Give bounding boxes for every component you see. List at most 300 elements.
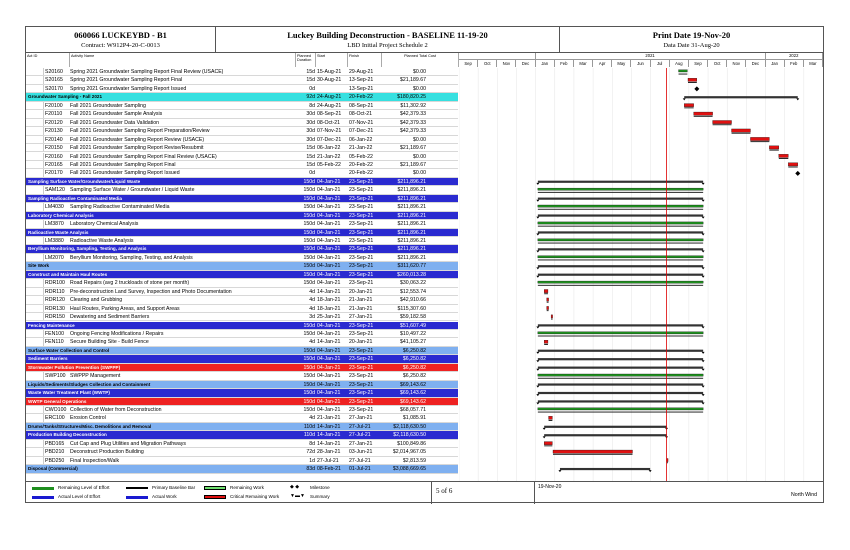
- row-gutter: [26, 414, 44, 422]
- row-gutter: [26, 296, 44, 304]
- row-gutter: [26, 237, 44, 245]
- row-gutter: [26, 305, 44, 313]
- finish-date: 23-Sep-21: [349, 330, 374, 337]
- activity-name: Collection of Water from Deconstruction: [70, 407, 162, 413]
- critical-bar: [549, 416, 553, 419]
- planned-cost: $211,896.21: [397, 212, 426, 219]
- start-date: 08-Feb-21: [317, 466, 341, 473]
- start-date: 04-Jan-21: [317, 280, 341, 287]
- wbs-band-row[interactable]: [26, 271, 458, 279]
- planned-duration: 15d: [306, 153, 315, 160]
- activity-name: SWPPP Management: [70, 373, 121, 380]
- start-date: 25-Jan-21: [317, 314, 341, 321]
- planned-cost: $0.00: [413, 153, 426, 160]
- summary-end-marker: [702, 200, 705, 202]
- baseline-bar: [544, 445, 552, 446]
- finish-date: 23-Sep-21: [349, 187, 374, 194]
- baseline-bar: [538, 192, 703, 193]
- baseline-bar: [547, 310, 549, 311]
- planned-cost: $0.00: [413, 136, 426, 143]
- planned-cost: $115,307.60: [397, 305, 426, 312]
- baseline-bar: [713, 124, 732, 125]
- activity-row[interactable]: [26, 186, 458, 194]
- start-date: 04-Jan-21: [317, 381, 341, 388]
- planned-cost: $42,379.33: [400, 111, 426, 118]
- activity-row[interactable]: [26, 136, 458, 144]
- wbs-band-row[interactable]: [26, 262, 458, 270]
- baseline-bar: [750, 141, 769, 142]
- planned-duration: 15d: [306, 69, 315, 75]
- finish-date: 23-Sep-21: [349, 322, 374, 329]
- activity-name: Spring 2021 Groundwater Sampling Report Final Review (USACE): [70, 69, 224, 75]
- loe-bar: [538, 281, 703, 283]
- wbs-band-row[interactable]: [26, 364, 458, 372]
- summary-end-marker: [536, 360, 539, 362]
- wbs-band-row[interactable]: [26, 423, 458, 431]
- legend-summary: Summary: [310, 494, 330, 499]
- planned-duration: 4d: [309, 339, 315, 346]
- month-header: Nov: [727, 59, 746, 67]
- finish-date: 23-Sep-21: [349, 238, 374, 244]
- activity-row[interactable]: [26, 161, 458, 169]
- summary-end-marker: [702, 352, 705, 354]
- col-header-cost[interactable]: Planned Total Cost: [382, 53, 459, 67]
- planned-duration: 150d: [303, 263, 315, 270]
- activity-name: Construct and Maintain Haul Routes: [28, 271, 108, 277]
- month-header: Oct: [708, 59, 727, 67]
- start-date: 21-Jan-22: [317, 153, 341, 160]
- row-gutter: [26, 102, 44, 110]
- planned-duration: 0d: [309, 170, 315, 177]
- start-date: 14-Jan-21: [317, 440, 341, 447]
- planned-duration: 150d: [303, 347, 315, 354]
- planned-duration: 30d: [306, 128, 315, 135]
- finish-date: 27-Jul-21: [349, 457, 371, 464]
- wbs-band-row[interactable]: [26, 355, 458, 363]
- summary-end-marker: [649, 470, 652, 472]
- remaining-work-swatch: [204, 486, 226, 490]
- finish-date: 23-Sep-21: [349, 373, 374, 380]
- activity-name: Fall 2021 Groundwater Sample Analysis: [70, 111, 163, 118]
- activity-row[interactable]: [26, 305, 458, 313]
- summary-end-marker: [702, 360, 705, 362]
- planned-cost: $68,057.71: [400, 407, 426, 413]
- activity-row[interactable]: [26, 144, 458, 152]
- planned-cost: $6,250.82: [402, 373, 426, 380]
- activity-name: Secure Building Site - Build Fence: [70, 339, 149, 346]
- baseline-bar: [551, 319, 553, 320]
- summary-bar: [538, 400, 703, 402]
- planned-cost: $2,813.59: [402, 457, 426, 464]
- summary-end-marker: [702, 217, 705, 219]
- planned-duration: 150d: [303, 271, 315, 278]
- planned-cost: $42,910.66: [400, 297, 426, 304]
- start-date: 05-Feb-22: [317, 161, 341, 168]
- start-date: 07-Dec-21: [317, 136, 342, 143]
- planned-duration: 4d: [309, 297, 315, 304]
- gantt-bars: [459, 53, 823, 481]
- col-header-id[interactable]: Act ID: [26, 53, 70, 67]
- activity-id: F20130: [45, 128, 63, 135]
- baseline-bar: [538, 243, 703, 244]
- activity-name: Sampling Surface Water / Groundwater / Liquid Waste: [70, 187, 195, 194]
- baseline-bar: [538, 260, 703, 261]
- activity-name: Ongoing Fencing Modifications / Repairs: [70, 330, 164, 337]
- critical-bar: [544, 442, 552, 445]
- col-header-name[interactable]: Activity Name: [70, 53, 296, 67]
- summary-end-marker: [702, 250, 705, 252]
- loe-bar: [538, 205, 703, 207]
- planned-duration: 150d: [303, 195, 315, 202]
- summary-bar: [538, 358, 703, 360]
- summary-end-marker: [536, 217, 539, 219]
- actual-work-swatch: [126, 496, 148, 499]
- activity-id: SAM120: [45, 187, 65, 194]
- finish-date: 23-Sep-21: [349, 204, 374, 211]
- activity-row[interactable]: [26, 372, 458, 380]
- start-date: 04-Jan-21: [317, 390, 341, 397]
- company-name: North Wind: [791, 492, 817, 498]
- row-gutter: [26, 186, 44, 194]
- legend-remaining-loe: Remaining Level of Effort: [58, 485, 110, 490]
- activity-name: Spring 2021 Groundwater Sampling Report Issued: [70, 85, 187, 92]
- activity-row[interactable]: [26, 68, 458, 76]
- schedule-subtitle: LBD Initial Project Schedule 2: [347, 42, 428, 49]
- col-header-duration[interactable]: Planned Duration: [296, 53, 316, 67]
- planned-duration: 30d: [306, 136, 315, 143]
- planned-cost: $211,896.21: [397, 238, 426, 244]
- activity-row[interactable]: [26, 313, 458, 321]
- start-date: 07-Nov-21: [317, 128, 342, 135]
- planned-cost: $211,896.21: [397, 195, 426, 202]
- planned-cost: $100,849.86: [397, 440, 426, 447]
- summary-bar: [538, 274, 703, 276]
- finish-date: 23-Sep-21: [349, 407, 374, 413]
- gantt-chart: [459, 53, 823, 481]
- activity-row[interactable]: [26, 153, 458, 161]
- planned-duration: 4d: [309, 415, 315, 422]
- activity-row[interactable]: [26, 110, 458, 118]
- planned-duration: 8d: [309, 102, 315, 109]
- wbs-band-row[interactable]: [26, 431, 458, 439]
- start-date: 04-Jan-21: [317, 195, 341, 202]
- planned-duration: 150d: [303, 356, 315, 363]
- activity-id: CWO100: [45, 407, 67, 413]
- summary-end-marker: [536, 276, 539, 278]
- summary-end-marker: [543, 428, 546, 430]
- start-date: 04-Jan-21: [317, 187, 341, 194]
- wbs-band-row[interactable]: [26, 322, 458, 330]
- print-date: Print Date 19-Nov-20: [652, 30, 731, 40]
- loe-bar: [538, 256, 703, 258]
- month-header: Jun: [631, 59, 650, 67]
- row-gutter: [26, 68, 44, 76]
- planned-duration: 0d: [309, 85, 315, 92]
- finish-date: 23-Sep-21: [349, 263, 374, 270]
- col-header-finish[interactable]: Finish: [348, 53, 382, 67]
- finish-date: 23-Sep-21: [349, 398, 374, 405]
- activity-name: Spring 2021 Groundwater Sampling Report Final: [70, 77, 183, 84]
- activity-row[interactable]: [26, 237, 458, 245]
- planned-duration: 150d: [303, 221, 315, 228]
- activity-id: SWP100: [45, 373, 66, 380]
- planned-duration: 150d: [303, 238, 315, 244]
- activity-name: Final Inspection/Walk: [70, 457, 120, 464]
- finish-date: 23-Sep-21: [349, 356, 374, 363]
- project-id: 060066 LUCKEYBD - B1: [74, 30, 167, 40]
- baseline-bar: [544, 293, 548, 294]
- activity-row[interactable]: [26, 76, 458, 84]
- finish-date: 21-Jan-21: [349, 305, 373, 312]
- page-number: 5 of 6: [436, 487, 453, 495]
- activity-row[interactable]: [26, 288, 458, 296]
- activity-id: RDR150: [45, 314, 65, 321]
- start-date: 08-Sep-21: [317, 111, 342, 118]
- summary-bar: [538, 248, 703, 250]
- planned-duration: 30d: [306, 119, 315, 126]
- row-gutter: [26, 169, 44, 177]
- planned-duration: 72d: [306, 449, 315, 456]
- start-date: 24-Aug-21: [317, 94, 342, 101]
- finish-date: 03-Jun-21: [349, 449, 373, 456]
- activity-name: Deconstruct Production Building: [70, 449, 144, 456]
- planned-duration: 110d: [303, 423, 315, 430]
- actual-loe-swatch: [32, 496, 54, 499]
- activity-row[interactable]: [26, 448, 458, 456]
- planned-duration: 92d: [306, 94, 315, 101]
- summary-bar: [538, 181, 703, 183]
- activity-name: Liquids/Sediments/Sludges Collection and Containment: [28, 381, 151, 387]
- planned-cost: $180,820.25: [397, 94, 426, 101]
- activity-name: Sampling Radioactive Contaminated Media: [28, 195, 122, 201]
- activity-name: Fall 2021 Groundwater Data Validation: [70, 119, 160, 126]
- month-header: Jan: [766, 59, 785, 67]
- planned-cost: $211,896.21: [397, 229, 426, 236]
- activity-name: WWTP General Operations: [28, 398, 87, 404]
- summary-end-marker: [536, 234, 539, 236]
- planned-cost: $2,118,630.50: [393, 432, 426, 439]
- activity-name: Stormwater Pollution Prevention (SWPPP): [28, 364, 121, 370]
- start-date: 14-Jan-21: [317, 423, 341, 430]
- activity-row[interactable]: [26, 85, 458, 93]
- activity-row[interactable]: [26, 119, 458, 127]
- planned-duration: 4d: [309, 288, 315, 295]
- summary-bar: [538, 265, 703, 267]
- activity-id: S20165: [45, 77, 63, 84]
- baseline-bar: [538, 226, 703, 227]
- activity-name: Beryllium Monitoring, Sampling, Testing, and Analysis: [70, 254, 193, 261]
- wbs-band-row[interactable]: [26, 195, 458, 203]
- baseline-bar: [553, 454, 632, 455]
- row-gutter: [26, 85, 44, 93]
- summary-end-marker: [558, 470, 561, 472]
- activity-name: Erosion Control: [70, 415, 106, 422]
- month-header: Feb: [555, 59, 574, 67]
- wbs-band-row[interactable]: [26, 212, 458, 220]
- milestone-icon: ◆ ◆: [290, 484, 300, 490]
- wbs-band-row[interactable]: [26, 465, 458, 473]
- activity-row[interactable]: [26, 296, 458, 304]
- critical-bar: [788, 163, 797, 166]
- critical-bar: [688, 78, 697, 81]
- activity-name: Fall 2021 Groundwater Sampling Report Final Review (USACE): [70, 153, 217, 160]
- finish-date: 01-Jul-21: [349, 466, 371, 473]
- finish-date: 06-Jan-22: [349, 136, 373, 143]
- activity-name: Radioactive Waste Analysis: [28, 229, 89, 235]
- row-gutter: [26, 153, 44, 161]
- baseline-bar: [779, 158, 788, 159]
- finish-date: 13-Sep-21: [349, 77, 374, 84]
- activity-id: LM2070: [45, 254, 64, 261]
- finish-date: 23-Sep-21: [349, 381, 374, 388]
- col-header-start[interactable]: Start: [316, 53, 348, 67]
- activity-row[interactable]: [26, 279, 458, 287]
- legend-remaining-work: Remaining Work: [230, 485, 264, 490]
- loe-bar: [538, 188, 703, 190]
- finish-date: 27-Jul-21: [349, 432, 371, 439]
- activity-row[interactable]: [26, 220, 458, 228]
- month-header: Nov: [497, 59, 516, 67]
- start-date: 04-Jan-21: [317, 398, 341, 405]
- baseline-swatch: [126, 487, 148, 489]
- activity-name: Sediment Barriers: [28, 356, 68, 362]
- activity-id: LM3870: [45, 221, 64, 228]
- finish-date: 23-Sep-21: [349, 195, 374, 202]
- finish-date: 20-Feb-22: [349, 170, 373, 177]
- planned-duration: 150d: [303, 390, 315, 397]
- activity-id: LM4030: [45, 204, 64, 211]
- legend-baseline: Primary Baseline Bar: [152, 485, 196, 490]
- finish-date: 21-Jan-21: [349, 297, 373, 304]
- planned-cost: $0.00: [413, 69, 426, 75]
- row-gutter: [26, 330, 44, 338]
- finish-date: 23-Sep-21: [349, 212, 374, 219]
- activity-row[interactable]: [26, 203, 458, 211]
- wbs-band-row[interactable]: [26, 398, 458, 406]
- finish-date: 20-Feb-22: [349, 94, 373, 101]
- critical-bar: [547, 306, 549, 309]
- activity-name: Pre-deconstruction Land Survey, Inspection and Photo Documentation: [70, 288, 232, 295]
- finish-date: 13-Sep-21: [349, 85, 374, 92]
- summary-bar: [544, 426, 666, 428]
- activity-name: Fall 2021 Groundwater Sampling Report Final: [70, 161, 176, 168]
- critical-bar: [713, 121, 732, 124]
- start-date: 04-Jan-21: [317, 238, 341, 244]
- row-gutter: [26, 279, 44, 287]
- start-date: 04-Jan-21: [317, 330, 341, 337]
- start-date: 04-Jan-21: [317, 271, 341, 278]
- row-gutter: [26, 372, 44, 380]
- summary-bar: [538, 367, 703, 369]
- summary-end-marker: [702, 267, 705, 269]
- activity-row[interactable]: [26, 169, 458, 177]
- activity-row[interactable]: [26, 457, 458, 465]
- wbs-band-row[interactable]: [26, 381, 458, 389]
- wbs-band-row[interactable]: [26, 389, 458, 397]
- finish-date: 23-Sep-21: [349, 364, 374, 371]
- critical-bar: [769, 146, 778, 149]
- finish-date: 21-Jan-22: [349, 145, 373, 152]
- wbs-band-row[interactable]: [26, 178, 458, 186]
- summary-end-marker: [536, 394, 539, 396]
- month-header: Dec: [516, 59, 535, 67]
- baseline-bar: [538, 412, 703, 413]
- row-gutter: [26, 448, 44, 456]
- planned-duration: 15d: [306, 161, 315, 168]
- finish-date: 23-Sep-21: [349, 178, 374, 185]
- activity-name: Haul Routes, Parking Areas, and Support Areas: [70, 305, 180, 312]
- activity-name: Dewatering and Sediment Barriers: [70, 314, 150, 321]
- critical-bar: [553, 450, 632, 453]
- critical-bar: [732, 129, 751, 132]
- year-header: 2022: [766, 53, 823, 59]
- planned-cost: $211,896.21: [397, 246, 426, 253]
- summary-end-marker: [536, 403, 539, 405]
- activity-name: Clearing and Grubbing: [70, 297, 123, 304]
- start-date: 04-Jan-21: [317, 263, 341, 270]
- start-date: 24-Aug-21: [317, 102, 342, 109]
- activity-row[interactable]: [26, 254, 458, 262]
- wbs-band-row[interactable]: [26, 347, 458, 355]
- baseline-bar: [538, 378, 703, 379]
- critical-bar: [684, 104, 693, 107]
- start-date: 28-Jan-21: [317, 449, 341, 456]
- activity-name: Fall 2021 Groundwater Sampling Report Revise/Resubmit: [70, 145, 204, 152]
- baseline-bar: [538, 285, 703, 286]
- start-date: 30-Aug-21: [317, 77, 342, 84]
- activity-row[interactable]: [26, 440, 458, 448]
- activity-id: RDR110: [45, 288, 65, 295]
- legend-footer: [26, 481, 823, 503]
- header-left: [26, 27, 216, 52]
- activity-row[interactable]: [26, 338, 458, 346]
- activity-row[interactable]: [26, 127, 458, 135]
- planned-duration: 150d: [303, 373, 315, 380]
- month-header: Mar: [574, 59, 593, 67]
- critical-swatch: [204, 495, 226, 499]
- activity-row[interactable]: [26, 330, 458, 338]
- row-gutter: [26, 127, 44, 135]
- activity-row[interactable]: [26, 102, 458, 110]
- activity-row[interactable]: [26, 414, 458, 422]
- planned-cost: $69,143.62: [400, 390, 426, 397]
- finish-date: 27-Jan-21: [349, 314, 373, 321]
- activity-name: Cut Cap and Plug Utilities and Migration Pathways: [70, 440, 186, 447]
- planned-cost: $0.00: [413, 170, 426, 177]
- start-date: 04-Jan-21: [317, 407, 341, 413]
- activity-name: Fall 2021 Groundwater Sampling: [70, 102, 146, 109]
- wbs-band-row[interactable]: [26, 93, 458, 101]
- row-gutter: [26, 288, 44, 296]
- baseline-bar: [549, 420, 553, 421]
- planned-cost: $21,189.67: [400, 161, 426, 168]
- wbs-band-row[interactable]: [26, 229, 458, 237]
- planned-cost: $0.00: [413, 85, 426, 92]
- activity-name: Disposal (Commercial): [28, 466, 78, 472]
- critical-bar: [694, 112, 713, 115]
- start-date: 04-Jan-21: [317, 364, 341, 371]
- wbs-band-row[interactable]: [26, 245, 458, 253]
- year-header: 2021: [536, 53, 766, 59]
- activity-id: LM3880: [45, 238, 64, 244]
- start-date: 14-Jan-21: [317, 288, 341, 295]
- row-gutter: [26, 254, 44, 262]
- activity-row[interactable]: [26, 406, 458, 414]
- summary-end-marker: [702, 369, 705, 371]
- activity-name: Laboratory Chemical Analysis: [28, 212, 94, 218]
- planned-duration: 30d: [306, 111, 315, 118]
- planned-cost: $30,063.22: [400, 280, 426, 287]
